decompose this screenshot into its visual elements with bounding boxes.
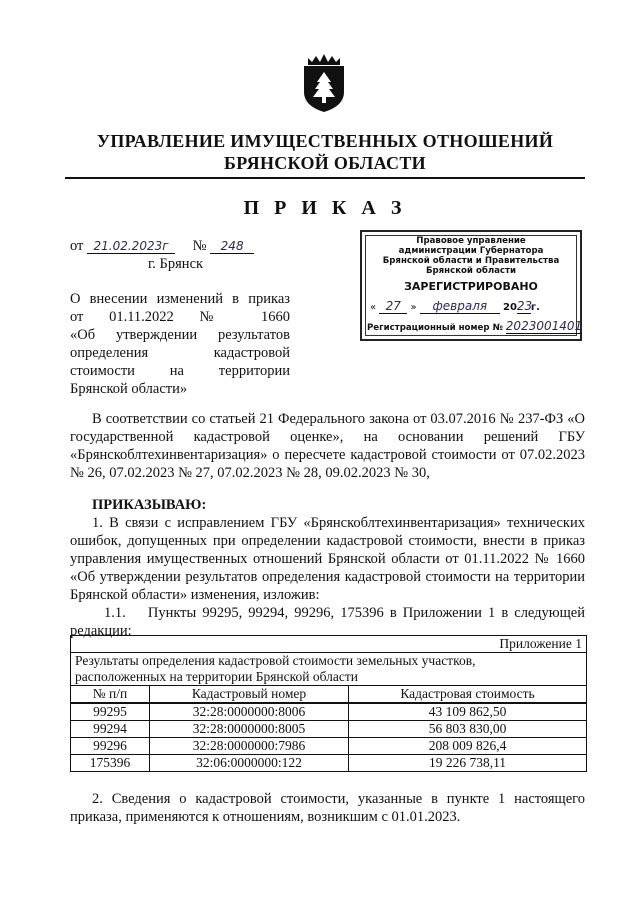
stamp-day: 27 [379,300,407,314]
row-number: 99295 [71,703,150,721]
subject-line: стоимости на территории [70,363,290,379]
subject-line: «Об утверждении результатов [70,327,290,343]
row-number: 99296 [71,738,150,755]
stamp-line-3: Брянской области и Правительства [382,256,560,266]
stamp-reg-number [367,320,582,334]
item-1-1-number: 1.1. [104,605,126,621]
registration-stamp [360,230,582,341]
item-1-1-text: Пункты 99295, 99294, 99296, 175396 в Приложении 1 в следующей редакции: [70,605,585,639]
table-header-row [71,686,587,704]
table-row [71,721,587,738]
subject-line: определения кадастровой [70,345,290,361]
row-number: 99294 [71,721,150,738]
table-row [71,755,587,772]
document-type-title: П Р И К А З [243,197,407,219]
cadastral-value-table [70,635,587,772]
subject-line: от 01.11.2022 № 1660 [70,309,290,325]
stamp-reg-number-hand: 2023001401 [505,319,583,333]
stamp-date [370,300,540,314]
stamp-year-hand: 23 [516,299,533,313]
order-number-handwritten: 248 [210,240,254,254]
stamp-day-open: « [370,302,377,313]
city: г. Брянск [148,256,204,272]
table-caption [71,653,587,686]
item-2-paragraph: 2. Сведения о кадастровой стоимости, указанные в пункте 1 настоящего приказа, применяются к отношениям, возникшим с 01.01.2023. [70,791,585,825]
stamp-month: февраля [420,300,500,314]
stamp-reg-label: Регистрационный номер № [367,323,503,333]
item-1-paragraph: 1. В связи с исправлением ГБУ «Брянскоблтехинвентаризация» технических ошибок, допущенных при определении кадастровой стоимости, внести в приказ управления имущественных отношений Брянской области от 01.11.2022 № 1660 «Об утверждении результатов определения кадастровой стоимости на территории Брянской области» изменения, изложив: [70,515,585,603]
stamp-registered: ЗАРЕГИСТРИРОВАНО [404,280,538,293]
header-divider [65,177,585,179]
order-date-handwritten: 21.02.2023г [87,240,175,254]
stamp-line-2: администрации Губернатора [398,246,544,256]
stamp-day-close: » [410,302,417,313]
table-caption-row [71,653,587,686]
subject-line: О внесении изменений в приказ [70,291,290,307]
from-label: от [70,238,84,254]
row-cadastral-value: 43 109 862,50 [349,703,587,721]
organization-title [60,130,590,174]
stamp-line-1: Правовое управление [416,236,526,246]
subject-line: Брянской области» [70,381,188,397]
table-row [71,703,587,721]
header-cell-number: № п/п [71,686,150,704]
row-cadastral-value: 19 226 738,11 [349,755,587,772]
header-cell-cadastral-number: Кадастровый номер [150,686,349,704]
row-cadastral-number: 32:06:0000000:122 [150,755,349,772]
preamble-paragraph: В соответствии со статьей 21 Федерального закона от 03.07.2016 № 237-ФЗ «О государственной кадастровой оценке», на основании решений ГБУ «Брянскоблтехинвентаризация» о пересчете кадастровой стоимости от 07.02.2023 № 26, 07.02.2023 № 27, 07.02.2023 № 28, 09.02.2023 № 30, [70,411,585,481]
order-word: ПРИКАЗЫВАЮ: [92,497,207,513]
appendix-label: Приложение 1 [71,636,587,653]
header-cell-cadastral-value: Кадастровая стоимость [349,686,587,704]
row-number: 175396 [71,755,150,772]
table-row [71,738,587,755]
stamp-line-4: Брянской области [425,266,517,276]
org-title-line1: УПРАВЛЕНИЕ ИМУЩЕСТВЕННЫХ ОТНОШЕНИЙ [96,131,554,151]
stamp-year-suffix: г. [530,302,540,313]
org-title-line2: БРЯНСКОЙ ОБЛАСТИ [224,153,426,173]
row-cadastral-number: 32:28:0000000:8006 [150,703,349,721]
caption-line-2: расположенных на территории Брянской области [75,669,358,684]
caption-line-1: Результаты определения кадастровой стоимости земельных участков, [75,653,476,668]
number-label: № [192,238,207,254]
order-date-line [70,238,254,255]
table-appendix-row [71,636,587,653]
row-cadastral-number: 32:28:0000000:8005 [150,721,349,738]
row-cadastral-value: 208 009 826,4 [349,738,587,755]
stamp-year-prefix: 20 [503,302,517,313]
order-subject [70,290,290,398]
row-cadastral-value: 56 803 830,00 [349,721,587,738]
coat-of-arms-emblem [300,52,348,114]
row-cadastral-number: 32:28:0000000:7986 [150,738,349,755]
